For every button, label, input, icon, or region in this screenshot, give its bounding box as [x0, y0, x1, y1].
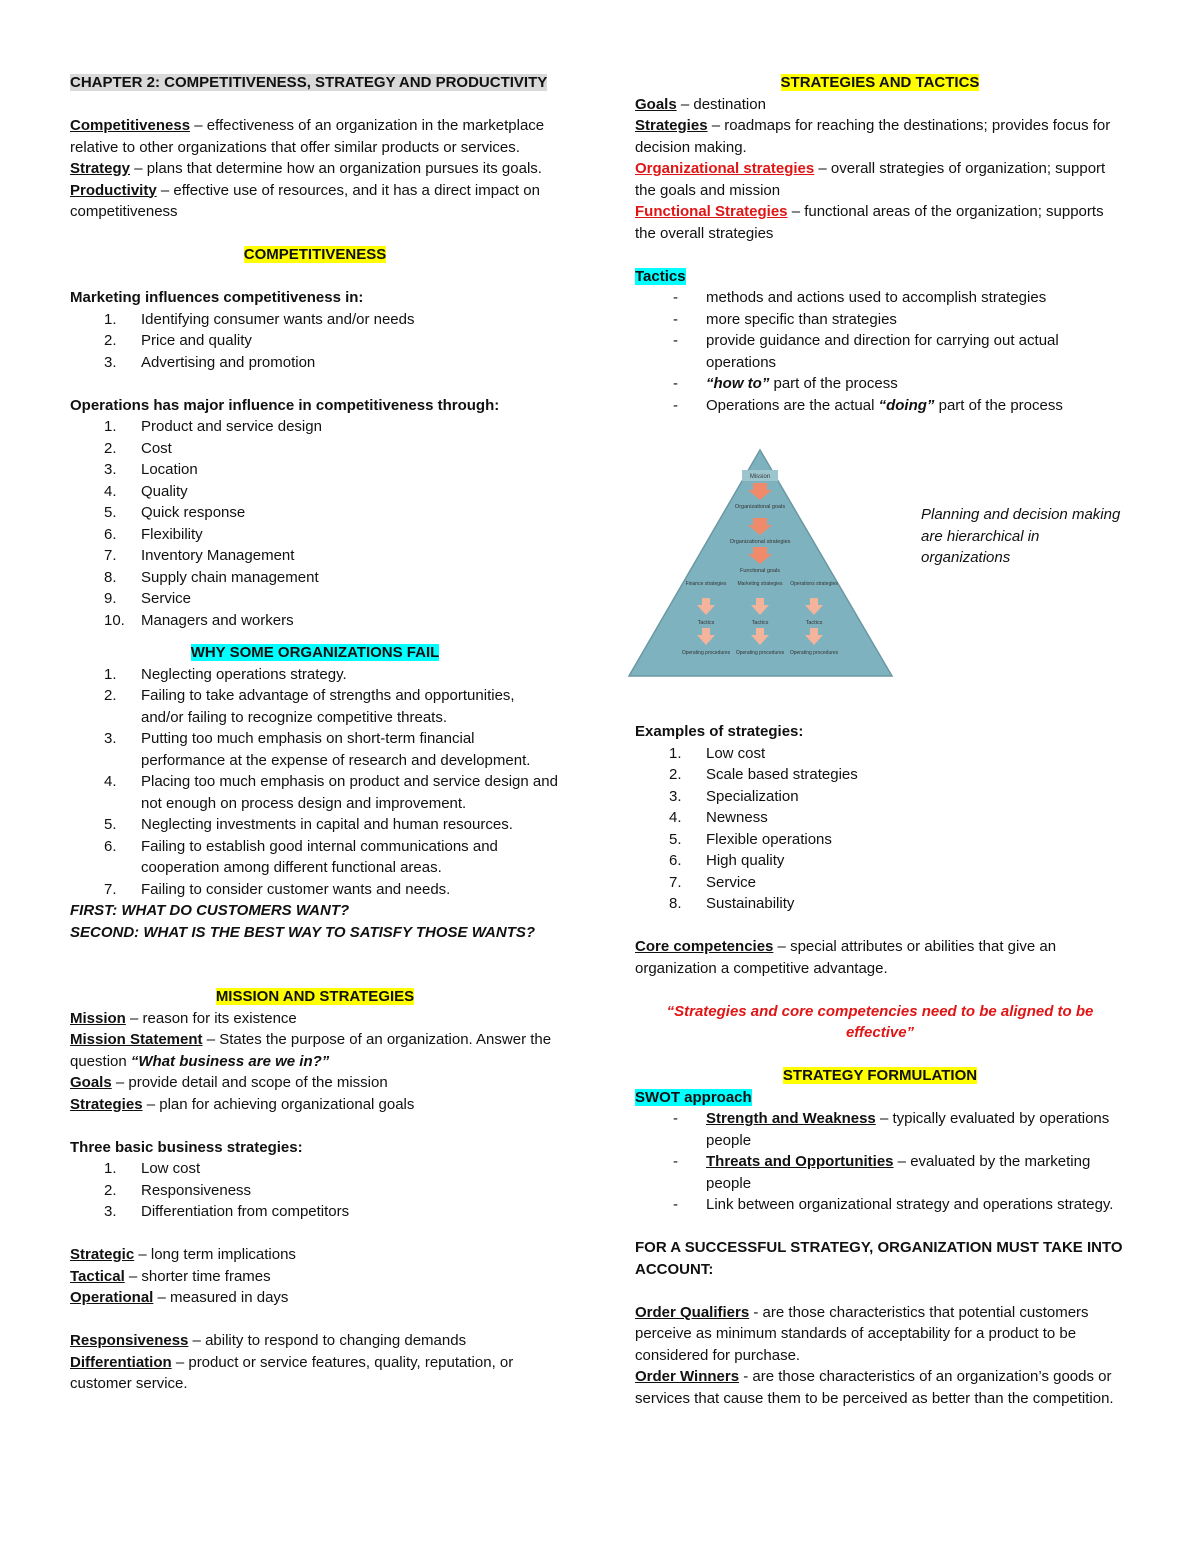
- list-item: [70, 1201, 560, 1223]
- def-strategies-right: Strategies – roadmaps for reaching the destinations; provides focus for decision making.: [635, 117, 1111, 156]
- mission-label: Mission: [749, 474, 771, 480]
- list-item-text: Low cost: [706, 744, 766, 762]
- list-item-text: Specialization: [706, 787, 799, 805]
- list-item-text: Failing to take advantage of strengths and opportunities, and/or failing to recognize competitive threats.: [141, 687, 515, 726]
- def-strategy: Strategy – plans that determine how an organization pursues its goals.: [70, 160, 542, 177]
- list-number: 3.: [104, 461, 117, 478]
- list-item: [70, 352, 560, 374]
- list-item: [70, 545, 560, 567]
- list-item: [635, 1108, 1125, 1151]
- three-strategies-heading: Three basic business strategies:: [70, 1138, 303, 1156]
- def-functional-strategies: Functional Strategies – functional areas of the organization; supports the overall strategies: [635, 203, 1104, 242]
- list-item: [70, 481, 560, 503]
- list-item-text: Price and quality: [141, 332, 252, 349]
- list-item-text: Low cost: [141, 1160, 201, 1177]
- list-number: 7.: [104, 547, 117, 564]
- dash-bullet: -: [673, 396, 678, 414]
- procedures-label: Operating procedures: [681, 650, 731, 656]
- dash-bullet: -: [673, 1153, 678, 1170]
- list-item-text: Cost: [141, 439, 172, 457]
- pyramid-caption: Planning and decision making are hierarchical in organizations: [921, 506, 1121, 566]
- list-number: 8.: [669, 895, 682, 912]
- procedures-label: Operating procedures: [735, 650, 785, 656]
- marketing-strategies-label: Marketing strategies: [737, 581, 783, 587]
- list-item-text: High quality: [706, 852, 785, 869]
- dash-bullet: -: [673, 375, 678, 392]
- list-item: [635, 743, 1125, 765]
- list-number: 1.: [104, 1160, 117, 1177]
- list-number: 3.: [669, 787, 682, 805]
- list-number: 3.: [104, 353, 117, 371]
- swot-list: [635, 1108, 1125, 1216]
- hierarchy-pyramid: [627, 446, 897, 686]
- list-item: [635, 330, 1125, 373]
- list-number: 2.: [104, 687, 117, 704]
- tactics-list: [635, 287, 1125, 416]
- list-number: 10.: [104, 611, 125, 629]
- list-item-text: provide guidance and direction for carrying out actual operations: [706, 332, 1059, 371]
- fail-heading: WHY SOME ORGANIZATIONS FAIL: [190, 644, 440, 661]
- list-number: 2.: [104, 1181, 117, 1199]
- right-column: [635, 72, 1125, 1409]
- list-item-text: Strength and Weakness – typically evaluated by operations people: [706, 1110, 1110, 1149]
- list-item-text: Identifying consumer wants and/or needs: [141, 310, 415, 328]
- list-number: 3.: [104, 1203, 117, 1220]
- list-item: [635, 872, 1125, 894]
- def-mission: Mission – reason for its existence: [70, 1009, 297, 1027]
- list-item: [70, 416, 560, 438]
- list-item: [70, 728, 560, 771]
- competitiveness-heading: COMPETITIVENESS: [243, 246, 387, 263]
- list-number: 4.: [669, 809, 682, 826]
- list-number: 6.: [669, 852, 682, 869]
- list-item: [635, 1194, 1125, 1216]
- list-item: [70, 502, 560, 524]
- def-differentiation: Differentiation – product or service features, quality, reputation, or customer service.: [70, 1353, 514, 1392]
- def-goals: Goals – provide detail and scope of the mission: [70, 1074, 388, 1091]
- swot-heading: SWOT approach: [635, 1088, 752, 1106]
- list-number: 7.: [669, 873, 682, 891]
- list-item: [70, 1158, 560, 1180]
- list-number: 7.: [104, 880, 117, 898]
- dash-bullet: -: [673, 310, 678, 328]
- list-item: [635, 373, 1125, 395]
- list-item-text: more specific than strategies: [706, 310, 897, 328]
- list-item: [70, 567, 560, 589]
- list-item: [70, 610, 560, 632]
- examples-list: [635, 743, 1125, 915]
- list-item-text: Differentiation from competitors: [141, 1203, 350, 1220]
- list-item: [70, 438, 560, 460]
- list-item-text: Managers and workers: [141, 611, 294, 629]
- chapter-title: CHAPTER 2: COMPETITIVENESS, STRATEGY AND PRODUCTIVITY: [70, 74, 548, 91]
- list-item-text: Advertising and promotion: [141, 353, 316, 371]
- strategies-tactics-heading: STRATEGIES AND TACTICS: [780, 74, 980, 91]
- list-number: 5.: [104, 816, 117, 833]
- tactics-label: Tactics: [805, 620, 823, 626]
- list-item: [70, 771, 560, 814]
- list-item: [70, 664, 560, 686]
- list-number: 2.: [104, 332, 117, 349]
- list-item-text: Supply chain management: [141, 568, 319, 586]
- alignment-quote: “Strategies and core competencies need to be aligned to be effective”: [666, 1002, 1094, 1041]
- procedures-label: Operating procedures: [789, 650, 839, 656]
- list-item-text: Responsiveness: [141, 1181, 252, 1199]
- list-item: [70, 814, 560, 836]
- fail-list: [70, 664, 560, 901]
- list-number: 1.: [104, 310, 117, 328]
- list-item: [635, 764, 1125, 786]
- list-item-text: Operations are the actual “doing” part of the process: [706, 396, 1063, 414]
- list-item-text: Link between organizational strategy and operations strategy.: [706, 1196, 1114, 1213]
- org-strategies-label: Organizational strategies: [729, 539, 791, 545]
- list-item-text: Threats and Opportunities – evaluated by the marketing people: [706, 1153, 1091, 1192]
- dash-bullet: -: [673, 1110, 678, 1127]
- list-item: [70, 330, 560, 352]
- list-item-text: Putting too much emphasis on short-term financial performance at the expense of research and development.: [141, 730, 531, 769]
- functional-goals-label: Functional goals: [739, 568, 781, 574]
- list-number: 4.: [104, 773, 117, 790]
- list-item-text: Service: [706, 873, 757, 891]
- list-item-text: Neglecting operations strategy.: [141, 665, 347, 683]
- mission-heading: MISSION AND STRATEGIES: [215, 988, 415, 1005]
- list-number: 1.: [669, 744, 682, 762]
- list-item: [635, 1151, 1125, 1194]
- list-number: 2.: [669, 766, 682, 783]
- list-number: 1.: [104, 665, 117, 683]
- list-item: [70, 685, 560, 728]
- list-item-text: Neglecting investments in capital and human resources.: [141, 816, 513, 833]
- list-item-text: Scale based strategies: [706, 766, 858, 783]
- def-order-winners: Order Winners - are those characteristics of an organization’s goods or services that cause them to be perceived as better than the competition.: [635, 1368, 1114, 1407]
- list-item: [635, 287, 1125, 309]
- list-item: [70, 879, 560, 901]
- list-number: 6.: [104, 525, 117, 543]
- marketing-list: [70, 309, 560, 374]
- def-strategies: Strategies – plan for achieving organizational goals: [70, 1095, 415, 1113]
- list-number: 6.: [104, 837, 117, 855]
- def-goals-right: Goals – destination: [635, 95, 766, 113]
- def-core-competencies: Core competencies – special attributes or abilities that give an organization a competitive advantage.: [635, 938, 1057, 977]
- pyramid-figure: [635, 416, 1125, 716]
- list-item-text: Flexibility: [141, 525, 203, 543]
- first-question: FIRST: WHAT DO CUSTOMERS WANT?: [70, 902, 350, 919]
- dash-bullet: -: [673, 289, 678, 306]
- list-item: [70, 459, 560, 481]
- operations-heading: Operations has major influence in competitiveness through:: [70, 396, 500, 414]
- list-number: 4.: [104, 482, 117, 500]
- list-number: 5.: [104, 504, 117, 521]
- list-item-text: Sustainability: [706, 895, 795, 912]
- dash-bullet: -: [673, 332, 678, 349]
- list-item: [635, 395, 1125, 417]
- def-tactical: Tactical – shorter time frames: [70, 1267, 271, 1285]
- list-item-text: “how to” part of the process: [706, 375, 898, 392]
- list-item: [70, 309, 560, 331]
- list-item-text: Product and service design: [141, 418, 322, 435]
- dash-bullet: -: [673, 1196, 678, 1213]
- marketing-heading: Marketing influences competitiveness in:: [70, 289, 364, 306]
- list-item: [635, 829, 1125, 851]
- operations-strategies-label: Operations strategies: [790, 581, 838, 587]
- tactics-heading: Tactics: [635, 267, 686, 285]
- list-item-text: Quality: [141, 482, 188, 500]
- def-competitiveness: Competitiveness – effectiveness of an organization in the marketplace relative to other organizations that offer similar products or services.: [70, 117, 545, 156]
- list-item-text: Placing too much emphasis on product and service design and not enough on process design and improvement.: [141, 773, 558, 812]
- list-item-text: Service: [141, 590, 192, 607]
- list-item-text: Location: [141, 461, 198, 478]
- def-order-qualifiers: Order Qualifiers - are those characteristics that potential customers perceive as minimum standards of acceptability for a product to be considered for purchase.: [635, 1303, 1089, 1364]
- list-item: [70, 588, 560, 610]
- list-item: [635, 309, 1125, 331]
- strategy-formulation-heading: STRATEGY FORMULATION: [782, 1067, 978, 1084]
- list-item: [635, 893, 1125, 915]
- three-strategies-list: [70, 1158, 560, 1223]
- list-item-text: Quick response: [141, 504, 246, 521]
- list-item: [635, 786, 1125, 808]
- list-item-text: methods and actions used to accomplish strategies: [706, 289, 1047, 306]
- def-mission-statement: Mission Statement – States the purpose of an organization. Answer the question “What business are we in?”: [70, 1031, 552, 1070]
- def-responsiveness: Responsiveness – ability to respond to changing demands: [70, 1332, 467, 1349]
- tactics-label: Tactics: [751, 620, 769, 626]
- list-number: 3.: [104, 730, 117, 747]
- list-item-text: Inventory Management: [141, 547, 295, 564]
- list-item: [70, 1180, 560, 1202]
- finance-strategies-label: Finance strategies: [685, 581, 727, 587]
- list-item: [635, 850, 1125, 872]
- def-productivity: Productivity – effective use of resources, and it has a direct impact on competitiveness: [70, 181, 540, 220]
- operations-list: [70, 416, 560, 631]
- list-item-text: Failing to consider customer wants and needs.: [141, 880, 451, 898]
- left-column: [70, 72, 560, 1395]
- examples-heading: Examples of strategies:: [635, 723, 804, 740]
- success-heading: FOR A SUCCESSFUL STRATEGY, ORGANIZATION MUST TAKE INTO ACCOUNT:: [635, 1239, 1123, 1278]
- list-number: 9.: [104, 590, 117, 607]
- list-item-text: Flexible operations: [706, 830, 832, 848]
- list-number: 8.: [104, 568, 117, 586]
- def-strategic: Strategic – long term implications: [70, 1246, 296, 1263]
- list-item: [70, 836, 560, 879]
- list-item: [70, 524, 560, 546]
- def-operational: Operational – measured in days: [70, 1289, 289, 1306]
- list-item: [635, 807, 1125, 829]
- list-number: 2.: [104, 439, 117, 457]
- second-question: SECOND: WHAT IS THE BEST WAY TO SATISFY THOSE WANTS?: [70, 923, 536, 941]
- org-goals-label: Organizational goals: [734, 504, 786, 510]
- tactics-label: Tactics: [697, 620, 715, 626]
- list-number: 5.: [669, 830, 682, 848]
- list-item-text: Newness: [706, 809, 768, 826]
- def-organizational-strategies: Organizational strategies – overall strategies of organization; support the goals and mission: [635, 160, 1106, 199]
- list-number: 1.: [104, 418, 117, 435]
- list-item-text: Failing to establish good internal communications and cooperation among different functional areas.: [141, 837, 498, 876]
